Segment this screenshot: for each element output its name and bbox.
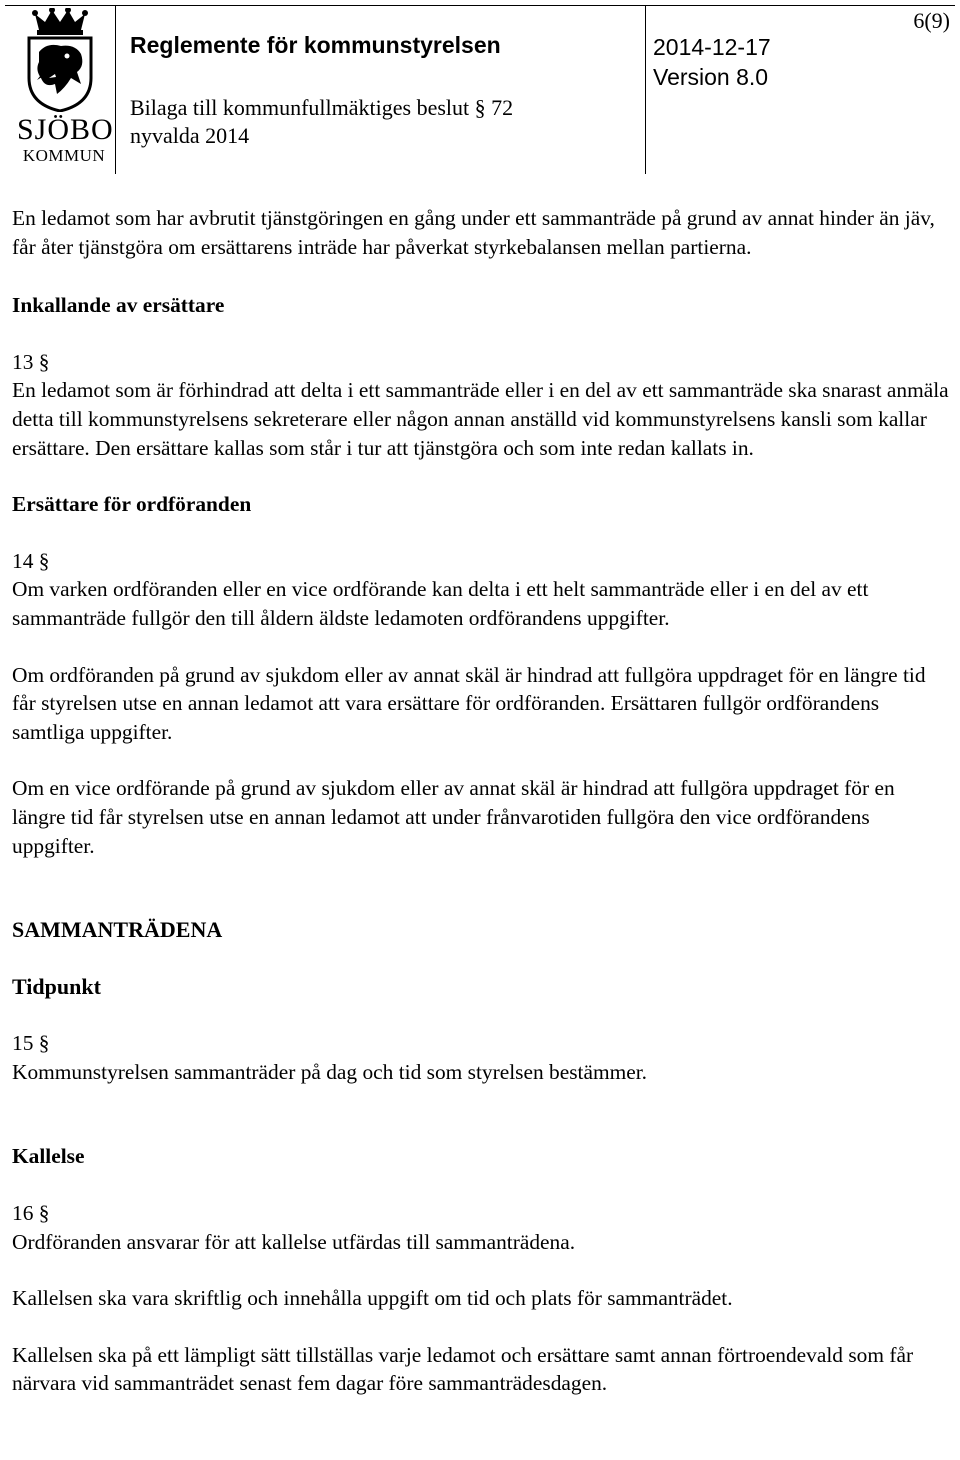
document-subtitle-line2: nyvalda 2014: [130, 123, 250, 148]
document-version: Version 8.0: [653, 64, 769, 90]
document-header: [5, 5, 955, 176]
intro-paragraph: En ledamot som har avbrutit tjänstgöringen en gång under ett sammanträde på grund av annat hinder än jäv, får åter tjänstgöra om ersättarens inträde har påverkat styrkebalansen mellan partierna.: [12, 206, 935, 259]
document-subtitle-line1: Bilaga till kommunfullmäktiges beslut § 72: [130, 95, 514, 120]
section-16-paragraph-b: Kallelsen ska vara skriftlig och innehålla uppgift om tid och plats för sammanträdet.: [12, 1286, 733, 1311]
section-number-15: 15 §: [12, 1031, 50, 1056]
section-16-paragraph-a: Ordföranden ansvarar för att kallelse utfärdas till sammanträdena.: [12, 1229, 576, 1254]
section-14-paragraph-b: Om ordföranden på grund av sjukdom eller av annat skäl är hindrad att fullgöra uppdraget för en längre tid får styrelsen utse en annan ledamot att vara ersättare för ordföranden. Ersättaren fullgör ordförandens samtliga uppgifter.: [12, 662, 926, 744]
coat-of-arms-icon: [25, 8, 95, 112]
section-16-paragraph-c: Kallelsen ska på ett lämpligt sätt tillställas varje ledamot och ersättare samt annan förtroendevald som får närvara vid sammanträdet senast fem dagar före sammanträdesdagen.: [12, 1342, 914, 1396]
page-number: 6(9): [913, 8, 950, 33]
heading-tidpunkt: Tidpunkt: [12, 973, 101, 999]
document-body: [12, 204, 952, 1398]
section-14-paragraph-a: Om varken ordföranden eller en vice ordförande kan delta i ett helt sammanträde eller i en del av ett sammanträde fullgör den till åldern äldste ledamoten ordförandens uppgifter.: [12, 577, 869, 630]
logo-name: SJÖBO: [17, 113, 114, 146]
section-number-13: 13 §: [12, 349, 50, 374]
document-date: 2014-12-17: [653, 34, 771, 60]
section-15-paragraph: Kommunstyrelsen sammanträder på dag och tid som styrelsen bestämmer.: [12, 1059, 648, 1084]
header-title-cell: [115, 6, 646, 174]
section-14-paragraph-c: Om en vice ordförande på grund av sjukdom eller av annat skäl är hindrad att fullgöra uppdraget för en längre tid får styrelsen utse en annan ledamot att under frånvarotiden fullgöra den vice ordförandens uppgifter.: [12, 776, 895, 858]
heading-ersattare-ordforande: Ersättare för ordföranden: [12, 492, 252, 517]
document-title: Reglemente för kommunstyrelsen: [130, 32, 501, 58]
heading-inkallande: Inkallande av ersättare: [12, 293, 225, 318]
header-meta-cell: [645, 6, 955, 174]
heading-kallelse: Kallelse: [12, 1144, 85, 1169]
section-13-paragraph: En ledamot som är förhindrad att delta i ett sammanträde eller i en del av ett sammanträde ska snarast anmäla detta till kommunstyrelsens sekreterare eller någon annan anställd vid kommunstyrelsens kansli som kallar ersättare. Den ersättare kallas som står i tur att tjänstgöra och som inte redan kallats in.: [12, 378, 949, 460]
section-number-16: 16 §: [12, 1201, 50, 1226]
municipality-logo: [5, 6, 116, 174]
heading-sammantradena: SAMMANTRÄDENA: [12, 917, 223, 943]
section-number-14: 14 §: [12, 548, 50, 573]
logo-subtitle: KOMMUN: [22, 146, 106, 165]
